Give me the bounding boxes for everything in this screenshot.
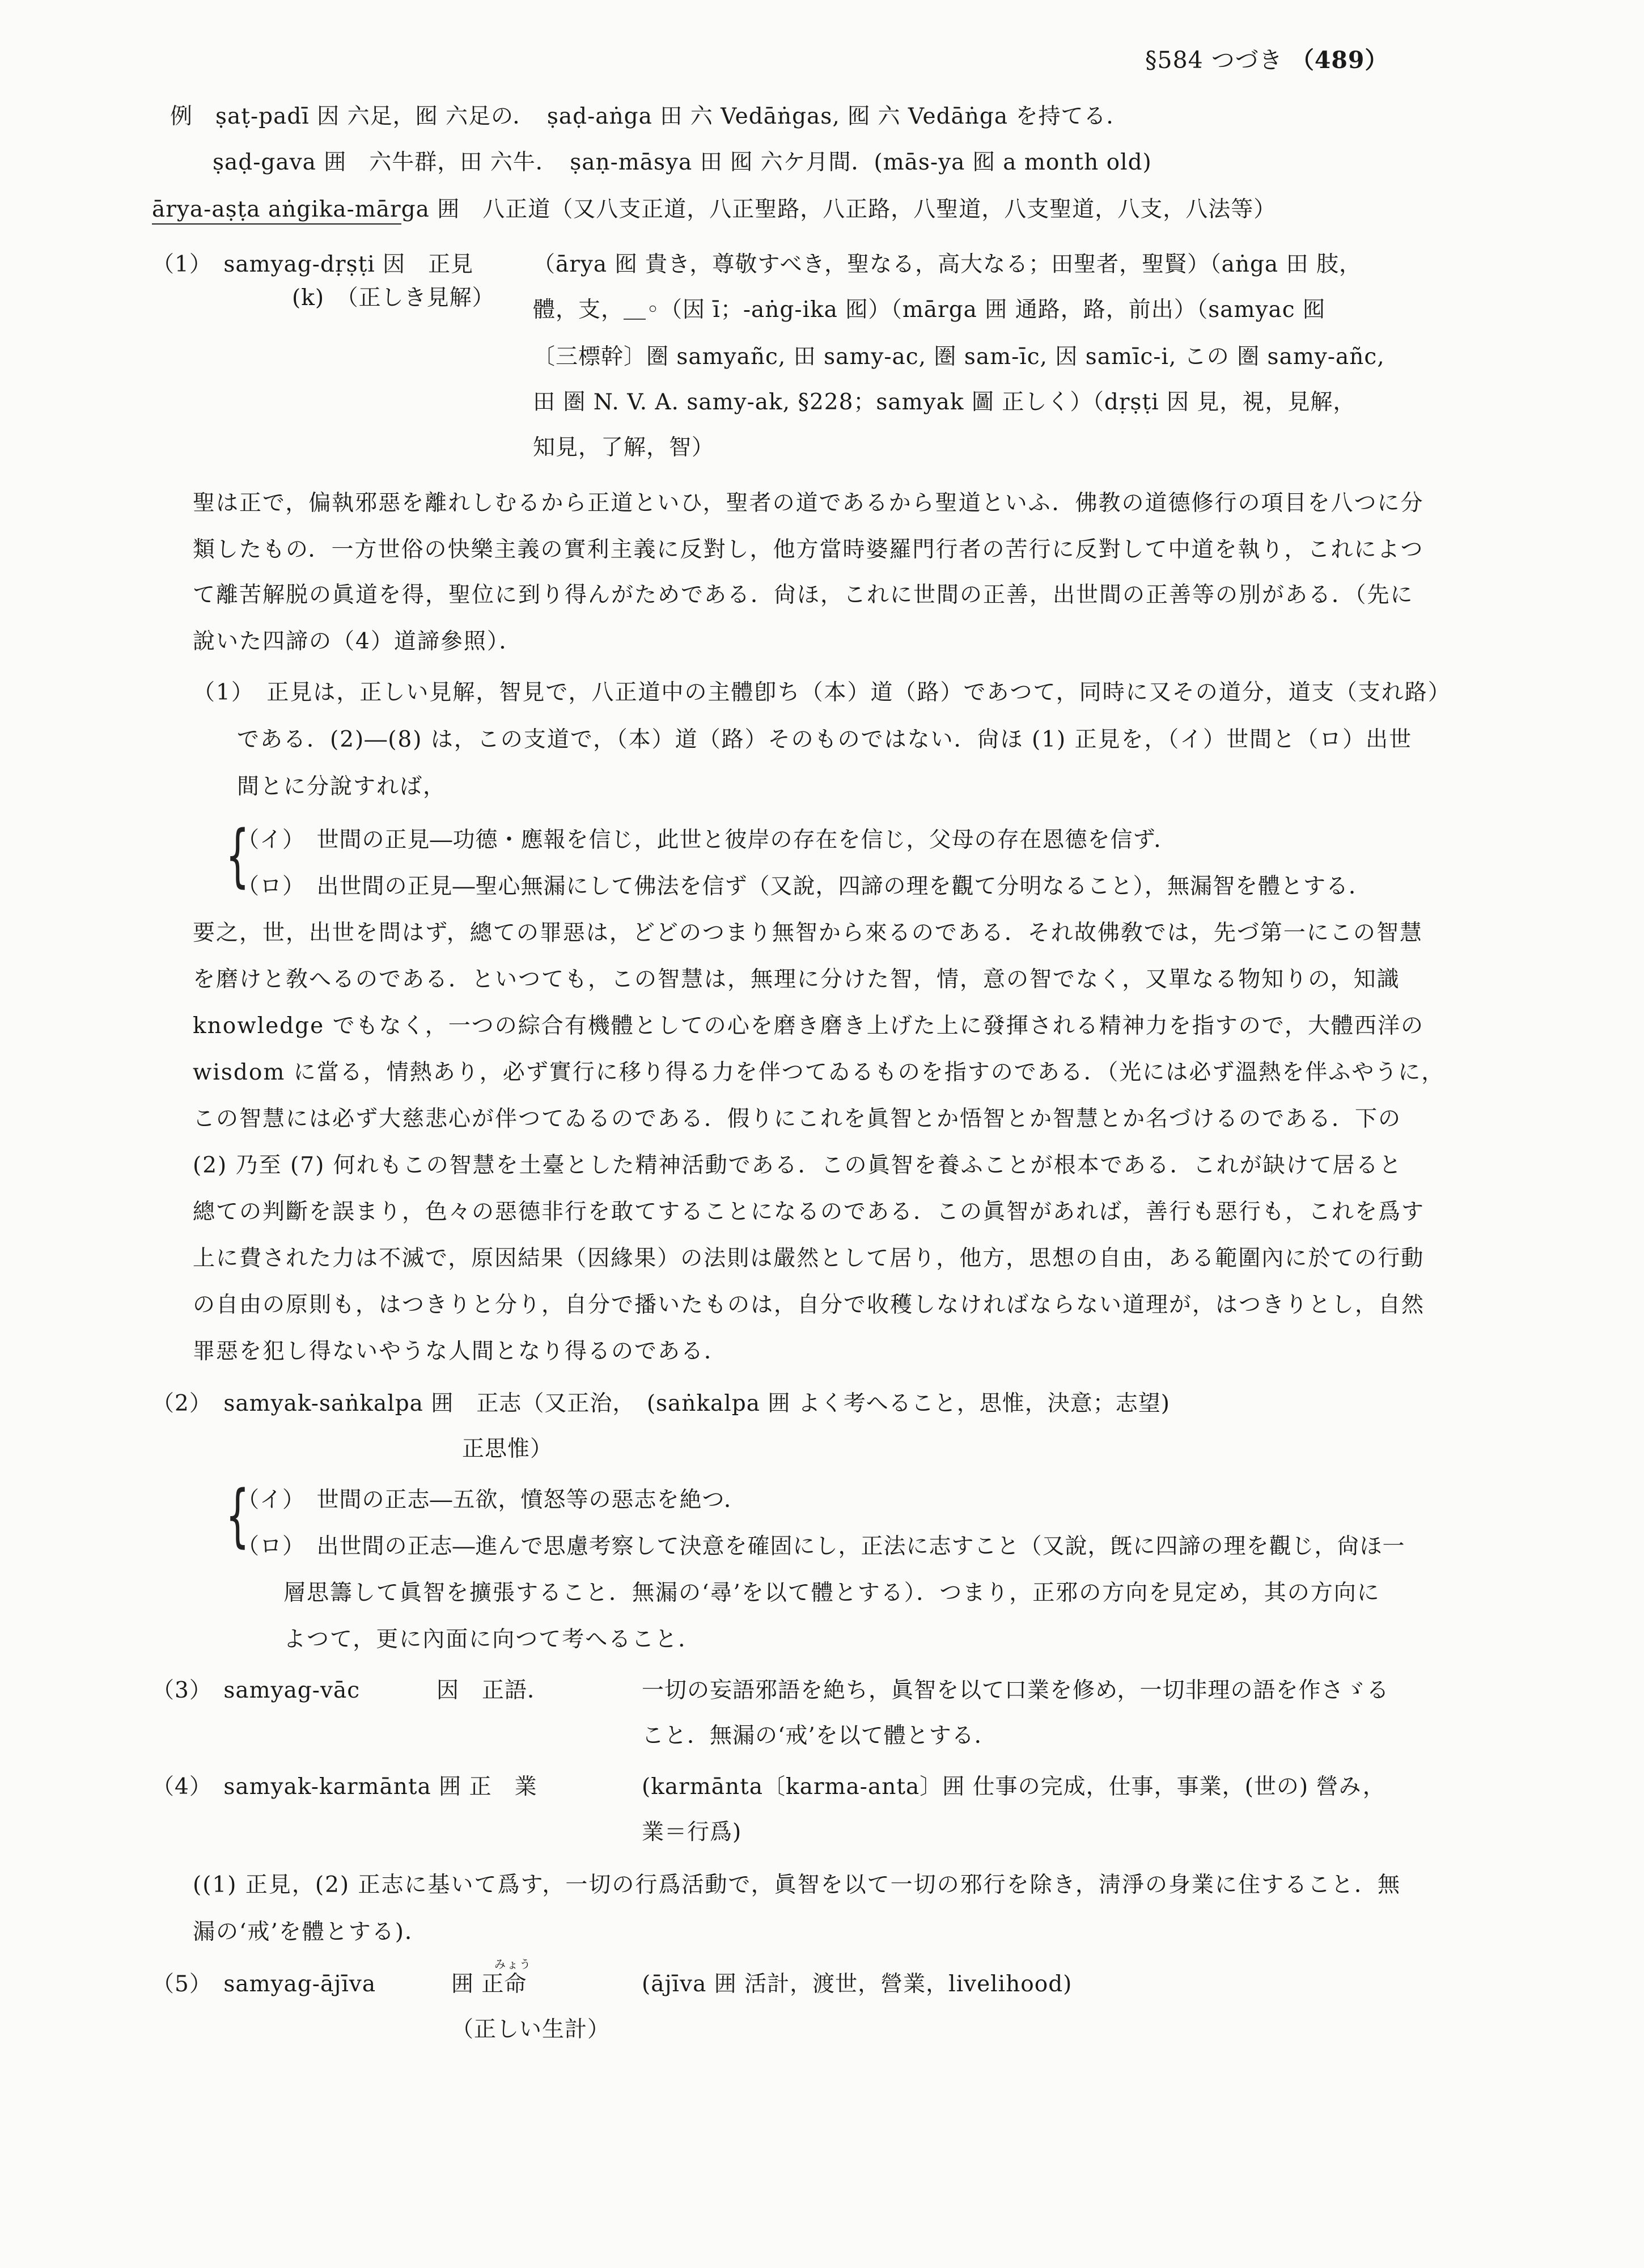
entry-2-head: （2） samyak-saṅkalpa 囲 正志（又正治， (saṅkalpa 囲 よく考へること，思惟，決意；志望) [152,1391,1171,1416]
long-para-line: 總ての判斷を誤まり，色々の惡德非行を敢てすることになるのである．この眞智があれば，善行も惡行も，これを爲す [193,1199,1425,1225]
long-para-line: この智慧には必ず大慈悲心が伴つてゐるのである．假りにこれを眞智とか悟智とか智慧とか名づけるのである．下の [193,1106,1402,1132]
entry-1-note-line: 田 圏 N. V. A. samy-ak, §228；samyak 圖 正しく）（dṛṣṭi 因 見，視，見解， [533,390,1356,415]
entry-1-para-line: 聖は正で，偏執邪惡を離れしむるから正道といひ，聖者の道であるから聖道といふ．佛教の道德修行の項目を八つに分 [193,490,1424,516]
sub-1-line: （1） 正見は，正しい見解，智見で，八正道中の主體卽ち（本）道（路）であつて，同時に又その道分，道支（支れ路） [193,680,1451,705]
entry-2-cont-line: よつて，更に內面に向つて考へること． [283,1627,702,1652]
entry-1-para-line: て離苦解脱の眞道を得，聖位に到り得んがためである．尙ほ，これに世間の正善，出世間の正善等の別がある．（先に [193,582,1414,608]
long-para-line: 上に費された力は不滅で，原因結果（因緣果）の法則は嚴然として居り，他方，思想の自由，ある範圍內に於ての行動 [193,1246,1425,1271]
entry-4-note: (karmānta〔karma-anta〕囲 仕事の完成，仕事，事業，(世の) 營み， [642,1774,1385,1800]
entry-5-note: (ājīva 囲 活計，渡世，營業，livelihood) [642,1971,1073,1997]
long-para-line: (2) 乃至 (7) 何れもこの智慧を土臺とした精神活動である．この眞智を養ふことが根本である．これが缺けて居ると [193,1153,1403,1178]
entry-3-head: （3） samyag-vāc [152,1678,361,1703]
brace-item: （イ） 世間の正見―功德・應報を信じ，此世と彼岸の存在を信じ，父母の存在恩德を信ず． [237,827,1177,853]
brace-item: （ロ） 出世間の正見―聖心無漏にして佛法を信ず（又說，四諦の理を觀て分明なること），無漏智を體とする． [237,874,1372,899]
long-para-line: 要之，世，出世を問はず，總ての罪惡は，どどのつまり無智から來るのである．それ故佛敎では，先づ第一にこの智慧 [193,920,1423,946]
section-header [1145,46,1389,74]
long-para-line: の自由の原則も，はつきりと分り，自分で播いたものは，自分で收穫しなければならない道理が，はつきりとし，自然 [193,1292,1425,1318]
example-line-1: 例 ṣaṭ-padī 因 六足，囮 六足の． ṣaḍ-aṅga 田 六 Vedāṅgas, 囮 六 Vedāṅga を持てる． [170,104,1129,129]
entry-1-note-line: 體，支，＿◦（因 ī；-aṅg-ika 囮）（mārga 囲 通路，路，前出）（samyac 囮 [533,297,1325,323]
entry-1-note-line: 〔三標幹〕圏 samyañc, 田 samy-ac, 圏 sam-īc, 因 samīc-i, この 圏 samy-añc, [533,344,1385,370]
brace-bracket: { [226,816,249,895]
long-para-line: knowledge でもなく，一つの綜合有機體としての心を磨き磨き上げた上に發揮される精神力を指すので，大體西洋の [193,1013,1425,1039]
entry-3-note: こと．無漏の‘戒’を以て體とする． [642,1723,997,1749]
page-number: （489） [1290,46,1389,74]
brace-item: （イ） 世間の正志―五欲，憤怒等の惡志を絶つ． [237,1487,747,1513]
entry-1-para-line: 類したもの．一方世俗の快樂主義の實利主義に反對し，他方當時婆羅門行者の苦行に反對して中道を執り，これによつ [193,537,1424,562]
entry-2-head-sub: 正思惟） [462,1436,553,1462]
entry-1-note-line: 知見，了解，智） [533,435,715,460]
entry-4-head: （4） samyak-karmānta 囲 正 業 [152,1774,537,1800]
section-label: §584 つづき [1145,46,1283,74]
entry-3-note: 一切の妄語邪語を絶ち，眞智を以て口業を修め，一切非理の語を作さゞる [642,1678,1389,1703]
entry-5-head: （5） samyag-ājīva [152,1971,376,1997]
entry-1-head-sub: (k) （正しき見解） [292,285,495,311]
sub-1-line: である．(2)―(8) は，この支道で，（本）道（路）そのものではない．尙ほ (1) 正見を，（イ）世間と（ロ）出世 [237,727,1413,752]
entry-4-para-line: ((1) 正見，(2) 正志に基いて爲す，一切の行爲活動で，眞智を以て一切の邪行を除き，淸淨の身業に住すること．無 [193,1872,1401,1898]
example-line-3: ārya-aṣṭa aṅgika-mārga 囲 八正道（又八支正道，八正聖路，八正路，八聖道，八支聖道，八支，八法等） [152,197,1277,222]
sub-1-line: 間とに分說すれば， [237,774,447,799]
entry-1-note-line: （ārya 囮 貴き，尊敬すべき，聖なる，高大なる；田聖者，聖賢）（aṅga 田 肢， [533,252,1362,277]
long-para-line: wisdom に當る，情熱あり，必ず實行に移り得る力を伴つてゐるものを指すのである．（光には必ず溫熱を伴ふやうに， [193,1060,1445,1085]
entry-2-cont-line: 層思籌して眞智を擴張すること．無漏の‘尋’を以て體とする）．つまり，正邪の方向を見定め，其の方向に [283,1580,1380,1606]
entry-1-head: （1） samyag-dṛṣṭi 因 正見 [152,252,474,277]
entry-4-note: 業＝行爲) [642,1820,742,1845]
underline-mark [152,223,401,225]
entry-1-para-line: 說いた四諦の（4）道諦參照）． [193,629,523,654]
brace-item: （ロ） 出世間の正志―進んで思慮考察して決意を確固にし，正法に志すこと（又說，旣に四諦の理を觀じ，尙ほ一 [237,1534,1405,1559]
entry-5-gloss-sub: （正しい生計） [451,2017,611,2042]
long-para-line: を磨けと敎へるのである．といつても，この智慧は，無理に分けた智，情，意の智でなく，又單なる物知りの，知識 [193,967,1400,992]
entry-5-gloss: 囲 正命 [451,1971,527,1997]
example-line-2: ṣaḍ-gava 囲 六牛群，田 六牛． ṣaṇ-māsya 田 囮 六ケ月間．(mās-ya 囮 a month old) [213,150,1152,175]
brace-bracket: { [226,1476,249,1555]
long-para-line: 罪惡を犯し得ないやうな人間となり得るのである． [193,1339,728,1364]
entry-5-ruby: みょう [494,1957,532,1971]
entry-3-gloss: 因 正語． [437,1678,550,1703]
entry-4-para-line: 漏の‘戒’を體とする)． [193,1919,429,1945]
